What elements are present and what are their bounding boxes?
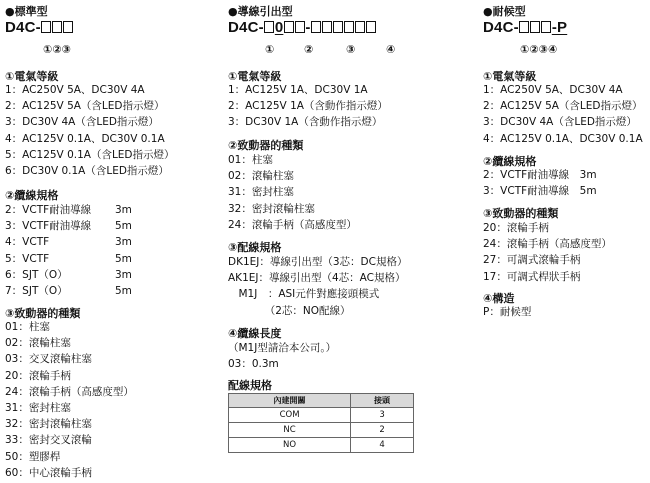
table-cell: 4	[351, 438, 414, 453]
list-item: 1：AC125V 1A、DC30V 1A	[228, 84, 368, 96]
standard-model-markers: ①②③	[43, 43, 71, 56]
list-item: 1：AC250V 5A、DC30V 4A	[5, 84, 145, 96]
table-cell: 2	[351, 423, 414, 438]
list-item: 27：可調式滾輪手柄	[483, 254, 581, 267]
standard-sec1-title: ①電氣等級	[5, 70, 59, 83]
list-item: 60：中心滾輪手柄	[5, 466, 92, 479]
model-prefix: D4C-	[228, 19, 264, 36]
model-dash: -	[305, 19, 311, 36]
wiring-spec-title: 配線規格	[228, 379, 272, 392]
standard-sec2-title: ②纜線規格	[5, 189, 59, 202]
weather-type-title: ●耐候型	[483, 5, 526, 18]
lead-wire-sec4-list	[228, 356, 279, 372]
weather-sec2-list	[483, 167, 597, 199]
lead-wire-sec2-list	[228, 152, 357, 233]
table-row	[229, 408, 414, 423]
cable-label: 4：VCTF	[5, 236, 50, 249]
weather-model-code	[483, 19, 567, 36]
model-zero: 0	[274, 19, 284, 36]
list-item: （2芯：NO配線）	[228, 304, 351, 317]
list-item: 3：DC30V 4A（含LED指示燈）	[483, 116, 637, 129]
weather-sec3-list	[483, 220, 612, 285]
list-item: 4：AC125V 0.1A、DC30V 0.1A	[5, 132, 165, 145]
cable-label: 2：VCTF耐油導線	[5, 204, 92, 216]
list-item: 24：滾輪手柄（高感度型）	[228, 218, 357, 231]
cable-label: 5：VCTF	[5, 252, 50, 265]
weather-sec4-title: ④構造	[483, 292, 515, 305]
cable-label: 3：VCTF耐油導線	[5, 220, 92, 233]
list-item: 32：密封滾輪柱塞	[228, 202, 315, 215]
table-row	[229, 438, 414, 453]
list-item: 5：AC125V 0.1A（含LED指示燈）	[5, 148, 175, 161]
list-item: 33：密封交叉滾輪	[5, 434, 92, 447]
cable-length: 3m	[115, 236, 132, 249]
table-cell: NC	[229, 423, 351, 438]
table-header-row	[229, 394, 414, 408]
list-item	[5, 218, 132, 234]
lead-wire-sec2-title: ②致動器的種類	[228, 139, 304, 152]
list-item: DK1EJ：導線引出型（3芯：DC規格）	[228, 256, 408, 268]
list-item: 02：滾輪柱塞	[5, 337, 71, 350]
list-item: 6：DC30V 0.1A（含LED指示燈）	[5, 164, 169, 177]
weather-sec3-title: ③致動器的種類	[483, 207, 559, 220]
list-item: 3：DC30V 1A（含動作指示燈）	[228, 116, 383, 129]
list-item: 02：滾輪柱塞	[228, 170, 294, 183]
cable-length: 5m	[115, 252, 132, 265]
lead-wire-marker-3: ③	[346, 43, 356, 56]
lead-wire-sec3-list	[228, 254, 407, 319]
list-item: AK1EJ：導線引出型（4芯：AC規格）	[228, 272, 406, 285]
list-item: 17：可調式桿狀手柄	[483, 270, 581, 283]
list-item: 24：滾輪手柄（高感度型）	[483, 238, 612, 251]
list-item: 2：AC125V 1A（含動作指示燈）	[228, 100, 388, 113]
list-item	[5, 283, 132, 299]
list-item: 2：AC125V 5A（含LED指示燈）	[5, 100, 165, 113]
table-cell: 3	[351, 408, 414, 423]
standard-model-code	[5, 19, 74, 36]
list-item: 01：柱塞	[5, 321, 50, 333]
cable-length: 5m	[115, 220, 132, 233]
wiring-spec-table	[228, 393, 414, 453]
list-item: 2：AC125V 5A（含LED指示燈）	[483, 100, 643, 113]
standard-sec3-title: ③致動器的種類	[5, 307, 81, 320]
list-item: 20：滾輪手柄	[5, 369, 71, 382]
list-item: 03：交叉滾輪柱塞	[5, 353, 92, 366]
list-item: 2：VCTF耐油導線 3m	[483, 169, 597, 181]
cable-length: 3m	[115, 268, 132, 281]
list-item: 50：塑膠桿	[5, 450, 61, 463]
standard-type-title: ●標準型	[5, 5, 48, 18]
lead-wire-marker-2: ②	[304, 43, 314, 56]
lead-wire-model-code	[228, 19, 377, 36]
cable-length: 5m	[115, 284, 132, 297]
lead-wire-sec4-title: ④纜線長度	[228, 327, 282, 340]
column-header: 內建開關	[229, 394, 351, 408]
list-item: 3：DC30V 4A（含LED指示燈）	[5, 116, 159, 129]
lead-wire-sec1-title: ①電氣等級	[228, 70, 282, 83]
table-cell: NO	[229, 438, 351, 453]
standard-sec2-list	[5, 202, 132, 299]
weather-sec4-list	[483, 304, 531, 320]
column-header: 接頭	[351, 394, 414, 408]
weather-sec1-list	[483, 82, 643, 147]
list-item: 20：滾輪手柄	[483, 222, 549, 234]
list-item: M1J ：ASI元件對應接頭模式	[228, 288, 380, 301]
lead-wire-marker-4: ④	[386, 43, 396, 56]
list-item: P：耐候型	[483, 306, 532, 318]
cable-length: 3m	[115, 204, 132, 216]
list-item	[5, 267, 132, 283]
lead-wire-sec4-note: （M1J型請洽本公司。）	[228, 342, 337, 354]
list-item	[5, 202, 132, 218]
model-prefix: D4C-	[5, 19, 41, 36]
table-cell: COM	[229, 408, 351, 423]
lead-wire-sec3-title: ③配線規格	[228, 241, 282, 254]
list-item: 31：密封柱塞	[228, 186, 294, 199]
cable-label: 6：SJT（O）	[5, 268, 68, 281]
lead-wire-type-title: ●導線引出型	[228, 5, 293, 18]
standard-sec1-list	[5, 82, 175, 179]
lead-wire-sec1-list	[228, 82, 388, 131]
list-item: 31：密封柱塞	[5, 401, 71, 414]
list-item: 03：0.3m	[228, 358, 279, 370]
list-item	[5, 234, 132, 250]
lead-wire-marker-1: ①	[265, 43, 275, 56]
model-prefix: D4C-	[483, 19, 519, 36]
list-item: 32：密封滾輪柱塞	[5, 418, 92, 431]
list-item: 1：AC250V 5A、DC30V 4A	[483, 84, 623, 96]
model-suffix: -P	[551, 19, 568, 36]
list-item	[5, 251, 132, 267]
weather-sec2-title: ②纜線規格	[483, 155, 537, 168]
list-item: 4：AC125V 0.1A、DC30V 0.1A	[483, 132, 643, 145]
standard-sec3-list	[5, 319, 134, 481]
list-item: 01：柱塞	[228, 154, 273, 166]
cable-label: 7：SJT（O）	[5, 284, 68, 297]
list-item: 3：VCTF耐油導線 5m	[483, 185, 597, 198]
weather-model-markers: ①②③④	[520, 43, 558, 56]
table-row	[229, 423, 414, 438]
weather-sec1-title: ①電氣等級	[483, 70, 537, 83]
list-item: 24：滾輪手柄（高感度型）	[5, 385, 134, 398]
